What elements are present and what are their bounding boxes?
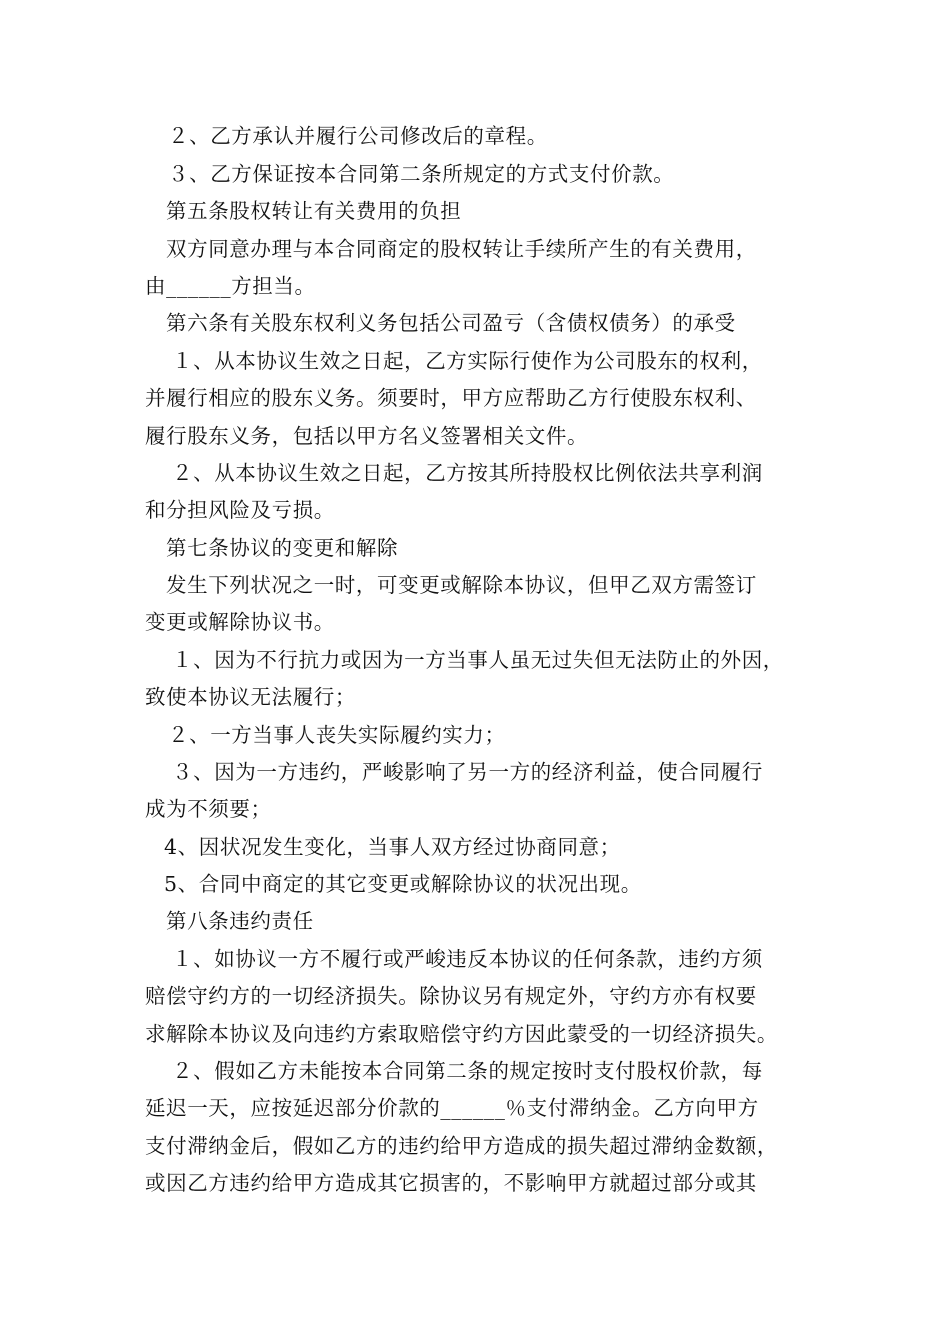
paragraph-line: 变更或解除协议书。 [145,610,335,634]
section-heading: 第五条股权转让有关费用的负担 [166,199,462,223]
section-heading: 第七条协议的变更和解除 [166,536,399,560]
paragraph-line: 5、合同中商定的其它变更或解除协议的状况出现。 [164,872,642,896]
paragraph-line: １、如协议一方不履行或严峻违反本协议的任何条款，违约方须 [172,947,763,971]
paragraph-line: 求解除本协议及向违约方索取赔偿守约方因此蒙受的一切经济损失。 [145,1022,778,1046]
paragraph-line: ３、乙方保证按本合同第二条所规定的方式支付价款。 [168,162,675,186]
paragraph-line: １、从本协议生效之日起，乙方实际行使作为公司股东的权利， [172,349,763,373]
paragraph-line: 并履行相应的股东义务。须要时，甲方应帮助乙方行使股东权利、 [145,386,757,410]
paragraph-line: １、因为不行抗力或因为一方当事人虽无过失但无法防止的外因， [172,648,784,672]
paragraph-line: ３、因为一方违约，严峻影响了另一方的经济利益，使合同履行 [172,760,763,784]
paragraph-line: 和分担风险及亏损。 [145,498,335,522]
section-heading: 第八条违约责任 [166,909,314,933]
paragraph-line: 延迟一天，应按延迟部分价款的______％支付滞纳金。乙方向甲方 [145,1096,759,1120]
paragraph-line: 发生下列状况之一时，可变更或解除本协议，但甲乙双方需签订 [166,573,757,597]
paragraph-line: ２、假如乙方未能按本合同第二条的规定按时支付股权价款，每 [172,1059,763,1083]
paragraph-line: ２、一方当事人丧失实际履约实力； [168,723,506,747]
paragraph-line: 或因乙方违约给甲方造成其它损害的，不影响甲方就超过部分或其 [145,1171,757,1195]
paragraph-line: 致使本协议无法履行； [145,685,356,709]
paragraph-line: 赔偿守约方的一切经济损失。除协议另有规定外，守约方亦有权要 [145,984,757,1008]
paragraph-line: 成为不须要； [145,797,272,821]
paragraph-line: 4、因状况发生变化，当事人双方经过协商同意； [164,835,621,859]
section-heading: 第六条有关股东权利义务包括公司盈亏（含债权债务）的承受 [166,311,736,335]
paragraph-line: ２、从本协议生效之日起，乙方按其所持股权比例依法共享利润 [172,461,763,485]
paragraph-line: 履行股东义务，包括以甲方名义签署相关文件。 [145,424,589,448]
paragraph-line: 由______方担当。 [145,274,316,298]
paragraph-line: 支付滞纳金后，假如乙方的违约给甲方造成的损失超过滞纳金数额， [145,1134,778,1158]
paragraph-line: 双方同意办理与本合同商定的股权转让手续所产生的有关费用， [166,237,757,261]
paragraph-line: ２、乙方承认并履行公司修改后的章程。 [168,124,548,148]
